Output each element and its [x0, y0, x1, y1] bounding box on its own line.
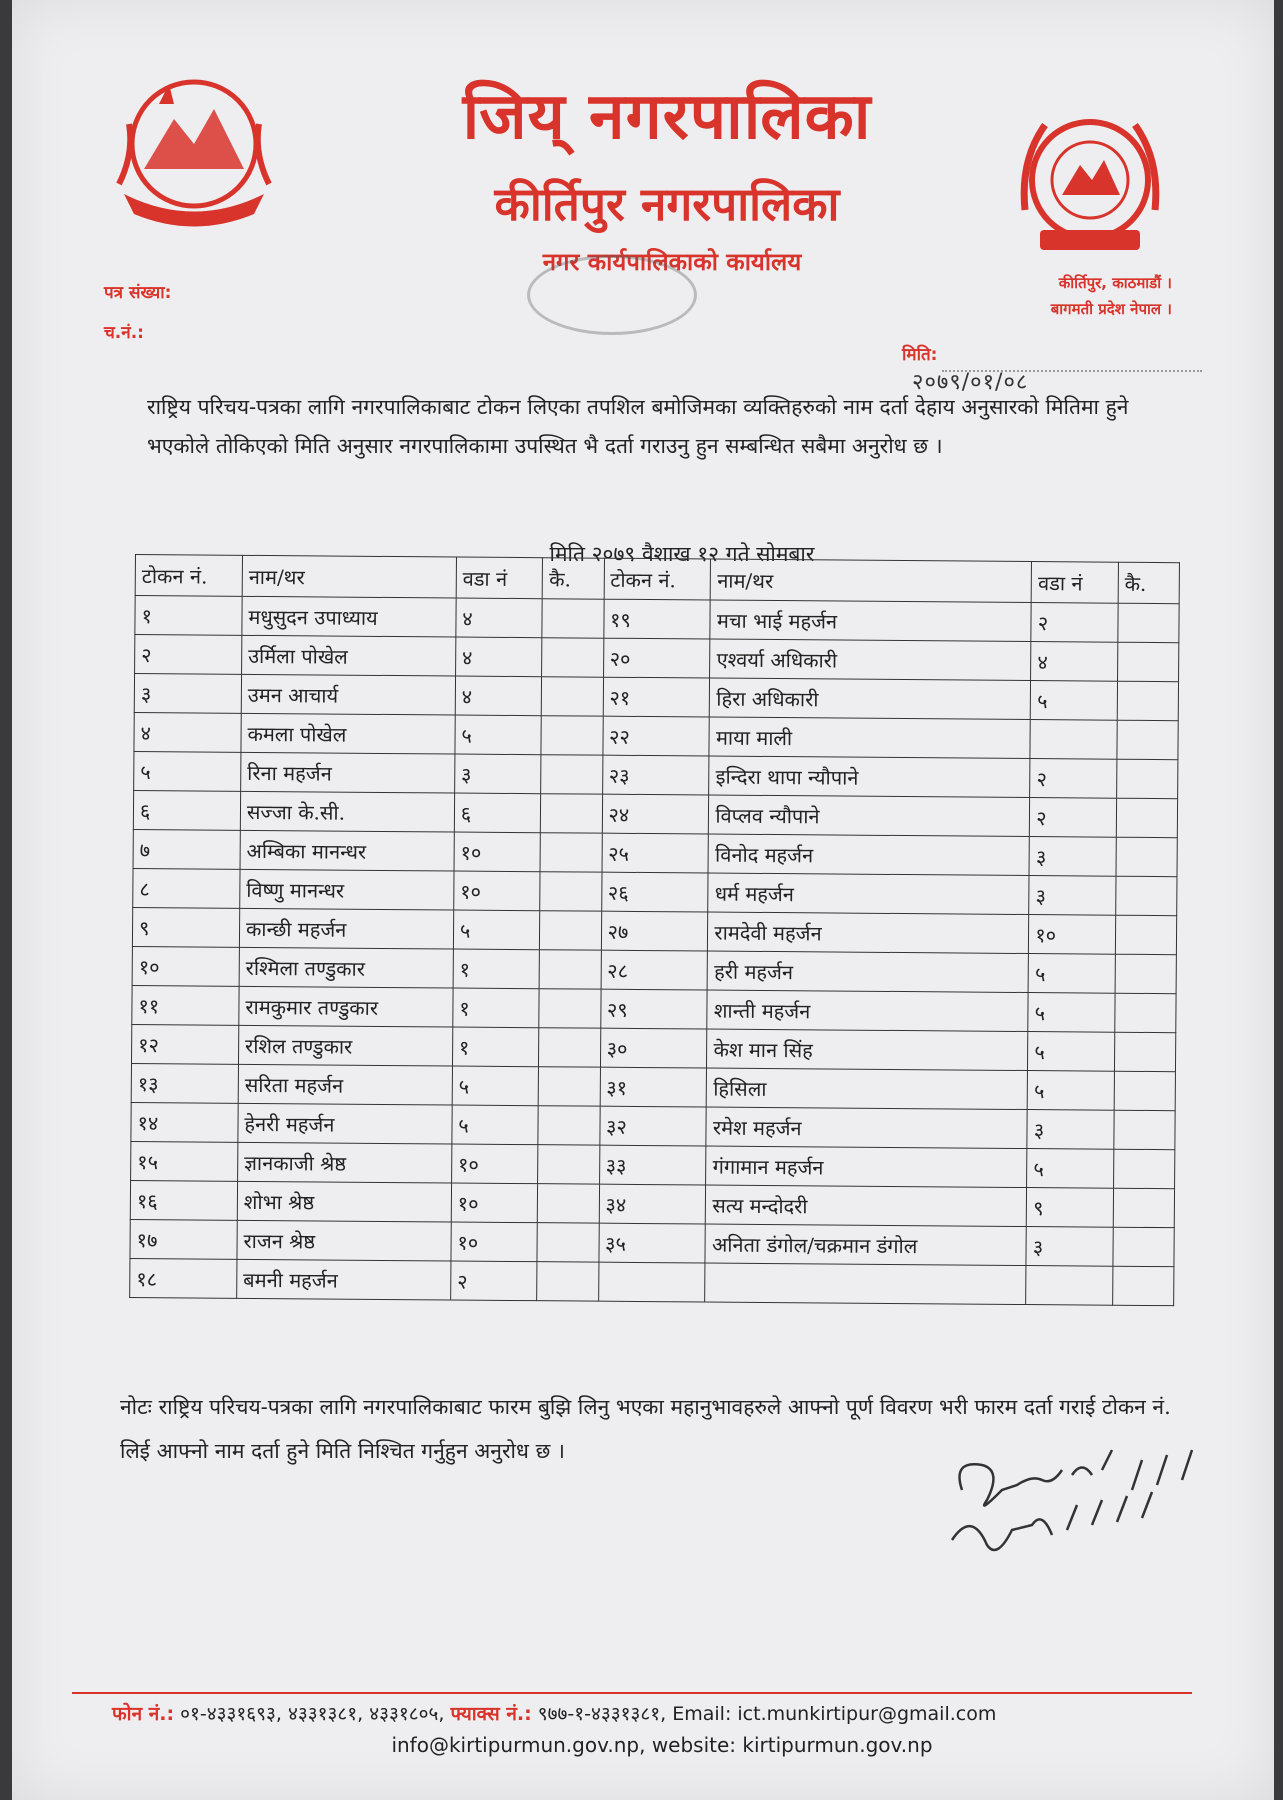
- fax-number: ९७७-१-४३३१३८१,: [537, 1703, 667, 1725]
- name-cell: धर्म महर्जन: [708, 873, 1029, 915]
- header-token-no: टोकन नं.: [604, 558, 711, 600]
- date-label: मिति:: [902, 345, 938, 365]
- name-cell: हरी महर्जन: [708, 951, 1029, 993]
- ward-no-cell: ३: [1029, 837, 1116, 877]
- ward-no-cell: ४: [1031, 642, 1118, 682]
- phone-numbers: ०१-४३३१६९३, ४३३१३८१, ४३३१८०५,: [180, 1703, 445, 1725]
- remarks-cell: [539, 1028, 600, 1067]
- token-no-cell: ५: [134, 751, 241, 791]
- token-no-cell: ४: [134, 712, 241, 752]
- token-no-cell: १४: [131, 1102, 238, 1142]
- email-text: Email: ict.munkirtipur@gmail.com: [672, 1703, 997, 1725]
- name-cell: [705, 1263, 1026, 1305]
- token-no-cell: ६: [133, 790, 240, 830]
- ward-no-cell: ५: [1030, 681, 1117, 721]
- remarks-cell: [1114, 1071, 1175, 1110]
- ward-no-cell: ५: [453, 910, 540, 950]
- token-no-cell: २८: [601, 950, 708, 990]
- ward-no-cell: [1030, 720, 1117, 760]
- ward-no-cell: १: [453, 949, 540, 989]
- name-cell: रामदेवी महर्जन: [708, 912, 1029, 954]
- name-cell: इन्दिरा थापा न्यौपाने: [709, 756, 1030, 798]
- token-no-cell: २९: [600, 989, 707, 1029]
- ward-no-cell: ५: [1028, 954, 1115, 994]
- token-no-cell: २३: [602, 755, 709, 795]
- remarks-cell: [542, 677, 603, 716]
- intro-paragraph: राष्ट्रिय परिचय-पत्रका लागि नगरपालिकाबाट टोकन लिएका तपशिल बमोजिमका व्यक्तिहरुको नाम दर्ता देहाय अनुसारको मितिमा हुने भएकोले तोकिएको मिति अनुसार नगरपालिकामा उपस्थित भै दर्ता गराउनु हुन सम्बन्धित सबैमा अनुरोध छ ।: [147, 395, 1129, 458]
- token-no-cell: ३: [134, 674, 241, 714]
- name-cell: मचा भाई महर्जन: [710, 600, 1031, 642]
- header-token-no: टोकन नं.: [135, 555, 242, 597]
- letter-number-label: पत्र संख्या:: [104, 283, 172, 303]
- remarks-cell: [1114, 1110, 1175, 1149]
- name-cell: विनोद महर्जन: [708, 834, 1029, 876]
- ward-no-cell: १०: [454, 832, 541, 872]
- ward-no-cell: ४: [455, 637, 542, 677]
- ward-no-cell: ४: [455, 676, 542, 716]
- token-no-cell: ९: [132, 907, 239, 947]
- name-cell: विष्णु मानन्धर: [240, 869, 454, 910]
- remarks-cell: [539, 989, 600, 1028]
- ward-no-cell: ५: [1028, 993, 1115, 1033]
- token-no-cell: ३३: [599, 1145, 706, 1185]
- remarks-cell: [542, 638, 603, 677]
- token-no-cell: १८: [130, 1258, 237, 1298]
- token-no-cell: १०: [132, 946, 239, 986]
- ward-no-cell: १: [453, 988, 540, 1028]
- remarks-cell: [539, 950, 600, 989]
- token-no-cell: १५: [131, 1141, 238, 1181]
- remarks-cell: [537, 1223, 598, 1262]
- ward-no-cell: ३: [1029, 876, 1116, 916]
- token-no-cell: २६: [601, 872, 708, 912]
- remarks-cell: [538, 1184, 599, 1223]
- ward-no-cell: १०: [451, 1222, 538, 1262]
- dispatch-number-label: च.नं.:: [104, 323, 144, 343]
- phone-label: फोन नं.:: [112, 1703, 175, 1725]
- name-cell: अम्बिका मानन्धर: [240, 830, 454, 871]
- token-no-cell: ३१: [600, 1067, 707, 1107]
- name-cell: रमेश महर्जन: [706, 1107, 1027, 1149]
- name-cell: मधुसुदन उपाध्याय: [242, 596, 456, 637]
- token-no-cell: १: [135, 596, 242, 636]
- table-row: [130, 1258, 1174, 1305]
- name-cell: रामकुमार तण्डुकार: [239, 986, 453, 1027]
- remarks-cell: [1116, 876, 1177, 915]
- date-value: २०७९/०१/०८: [912, 370, 1029, 395]
- remarks-cell: [538, 1106, 599, 1145]
- name-cell: अनिता डंगोल/चक्रमान डंगोल: [705, 1224, 1026, 1266]
- note-paragraph: नोटः राष्ट्रिय परिचय-पत्रका लागि नगरपालिकाबाट फारम बुझि लिनु भएका महानुभावहरुले आफ्नो पूर्ण विवरण भरी फारम दर्ता गराई टोकन नं. लिई आफ्नो नाम दर्ता हुने मिति निश्चित गर्नुहुन अनुरोध छ ।: [120, 1395, 1171, 1463]
- header-remarks: कै.: [543, 558, 604, 599]
- remarks-cell: [1113, 1227, 1174, 1266]
- address-line-1: कीर्तिपुर, काठमाडौं ।: [1058, 274, 1172, 292]
- address-line-2: बागमती प्रदेश नेपाल ।: [1050, 300, 1172, 318]
- name-cell: सज्जा के.सी.: [240, 791, 454, 832]
- token-no-cell: १६: [130, 1180, 237, 1220]
- name-cell: उर्मिला पोखेल: [241, 635, 455, 676]
- remarks-cell: [541, 794, 602, 833]
- ward-no-cell: ६: [454, 793, 541, 833]
- name-cell: रिना महर्जन: [241, 752, 455, 793]
- name-cell: केश मान सिंह: [707, 1029, 1028, 1071]
- token-no-cell: [598, 1262, 705, 1302]
- ward-no-cell: ३: [454, 754, 541, 794]
- token-no-cell: ३५: [598, 1223, 705, 1263]
- token-no-cell: २०: [603, 638, 710, 678]
- ward-no-cell: १०: [454, 871, 541, 911]
- header-name: नाम/थर: [242, 555, 456, 598]
- name-cell: हिसिला: [707, 1068, 1028, 1110]
- remarks-cell: [540, 833, 601, 872]
- token-no-cell: ८: [133, 868, 240, 908]
- remarks-cell: [1116, 759, 1177, 798]
- name-cell: ज्ञानकाजी श्रेष्ठ: [238, 1142, 452, 1183]
- remarks-cell: [1115, 915, 1176, 954]
- token-no-cell: १७: [130, 1219, 237, 1259]
- footer-contact-line: [112, 1700, 1212, 1726]
- token-no-cell: ३०: [600, 1028, 707, 1068]
- ward-no-cell: ५: [452, 1066, 539, 1106]
- name-cell: कमला पोखेल: [241, 713, 455, 754]
- token-no-cell: २२: [602, 716, 709, 756]
- remarks-cell: [1117, 681, 1178, 720]
- name-cell: राजन श्रेष्ठ: [237, 1220, 451, 1261]
- remarks-cell: [1115, 993, 1176, 1032]
- ward-no-cell: [1026, 1266, 1113, 1306]
- name-cell: बमनी महर्जन: [237, 1259, 451, 1300]
- token-no-cell: १३: [131, 1063, 238, 1103]
- ward-no-cell: १०: [451, 1183, 538, 1223]
- remarks-cell: [1117, 720, 1178, 759]
- document-sheet: [12, 0, 1274, 1800]
- remarks-cell: [1116, 798, 1177, 837]
- ward-no-cell: २: [1030, 798, 1117, 838]
- remarks-cell: [1113, 1188, 1174, 1227]
- ward-no-cell: ४: [456, 598, 543, 638]
- footer-web-line: info@kirtipurmun.gov.np, website: kirtipurmun.gov.np: [391, 1733, 933, 1757]
- token-no-cell: ३२: [599, 1106, 706, 1146]
- ward-no-cell: २: [450, 1261, 537, 1301]
- ward-no-cell: ९: [1027, 1188, 1114, 1228]
- name-cell: एश्वर्या अधिकारी: [710, 639, 1031, 681]
- remarks-cell: [542, 599, 603, 638]
- token-no-cell: २१: [603, 677, 710, 717]
- token-no-cell: २७: [601, 911, 708, 951]
- name-cell: रश्मिला तण्डुकार: [239, 947, 453, 988]
- token-no-cell: २५: [602, 833, 709, 873]
- handwritten-signature: [942, 1430, 1212, 1580]
- name-cell: उमन आचार्य: [241, 674, 455, 715]
- remarks-cell: [539, 1067, 600, 1106]
- token-no-cell: २: [135, 635, 242, 675]
- ward-no-cell: १०: [1029, 915, 1116, 955]
- address-block: [1022, 270, 1172, 322]
- header-ward-no: वडा नं: [456, 557, 543, 599]
- header-remarks: कै.: [1118, 562, 1179, 603]
- ward-no-cell: ५: [455, 715, 542, 755]
- ward-no-cell: १०: [451, 1144, 538, 1184]
- remarks-cell: [1116, 837, 1177, 876]
- remarks-cell: [538, 1145, 599, 1184]
- ward-no-cell: ५: [1027, 1149, 1114, 1189]
- token-no-cell: ३४: [599, 1184, 706, 1224]
- ward-no-cell: २: [1030, 759, 1117, 799]
- ward-no-cell: १: [452, 1027, 539, 1067]
- name-cell: विप्लव न्यौपाने: [709, 795, 1030, 837]
- name-cell: माया माली: [709, 717, 1030, 759]
- name-cell: हेनरी महर्जन: [238, 1103, 452, 1144]
- table-title: मिति २०७९ वैशाख १२ गते सोमबार: [549, 542, 815, 566]
- name-cell: हिरा अधिकारी: [710, 678, 1031, 720]
- token-no-cell: ११: [132, 985, 239, 1025]
- name-cell: शान्ती महर्जन: [707, 990, 1028, 1032]
- ward-no-cell: ५: [1027, 1071, 1114, 1111]
- token-no-cell: १२: [131, 1024, 238, 1064]
- name-cell: रशिल तण्डुकार: [238, 1025, 452, 1066]
- token-table: [129, 554, 1180, 1306]
- name-cell: शोभा श्रेष्ठ: [237, 1181, 451, 1222]
- remarks-cell: [541, 755, 602, 794]
- header-ward-no: वडा नं: [1031, 562, 1118, 604]
- remarks-cell: [540, 872, 601, 911]
- remarks-cell: [537, 1262, 598, 1301]
- ward-no-cell: ५: [452, 1105, 539, 1145]
- remarks-cell: [1117, 642, 1178, 681]
- token-no-cell: २४: [602, 794, 709, 834]
- ward-no-cell: २: [1031, 603, 1118, 643]
- remarks-cell: [541, 716, 602, 755]
- footer-divider: [72, 1692, 1192, 1694]
- remarks-cell: [1113, 1149, 1174, 1188]
- municipality-logo-icon: [1000, 100, 1180, 280]
- remarks-cell: [540, 911, 601, 950]
- token-no-cell: १९: [603, 599, 710, 639]
- remarks-cell: [1114, 1032, 1175, 1071]
- header-name: नाम/थर: [711, 559, 1032, 603]
- title-newari: जिय् नगरपालिका: [462, 80, 872, 154]
- office-name: नगर कार्यपालिकाको कार्यालय: [542, 248, 802, 276]
- title-nepali: कीर्तिपुर नगरपालिका: [494, 177, 840, 231]
- name-cell: कान्छी महर्जन: [239, 908, 453, 949]
- ward-no-cell: ३: [1027, 1110, 1114, 1150]
- ward-no-cell: ३: [1026, 1227, 1113, 1267]
- office-seal: [527, 255, 697, 335]
- fax-label: फ्याक्स नं.:: [450, 1703, 532, 1725]
- remarks-cell: [1118, 603, 1179, 642]
- remarks-cell: [1112, 1266, 1173, 1305]
- ward-no-cell: ५: [1028, 1032, 1115, 1072]
- token-no-cell: ७: [133, 829, 240, 869]
- name-cell: सरिता महर्जन: [238, 1064, 452, 1105]
- name-cell: गंगामान महर्जन: [706, 1146, 1027, 1188]
- name-cell: सत्य मन्दोदरी: [706, 1185, 1027, 1227]
- remarks-cell: [1115, 954, 1176, 993]
- nepal-emblem-icon: [104, 64, 284, 244]
